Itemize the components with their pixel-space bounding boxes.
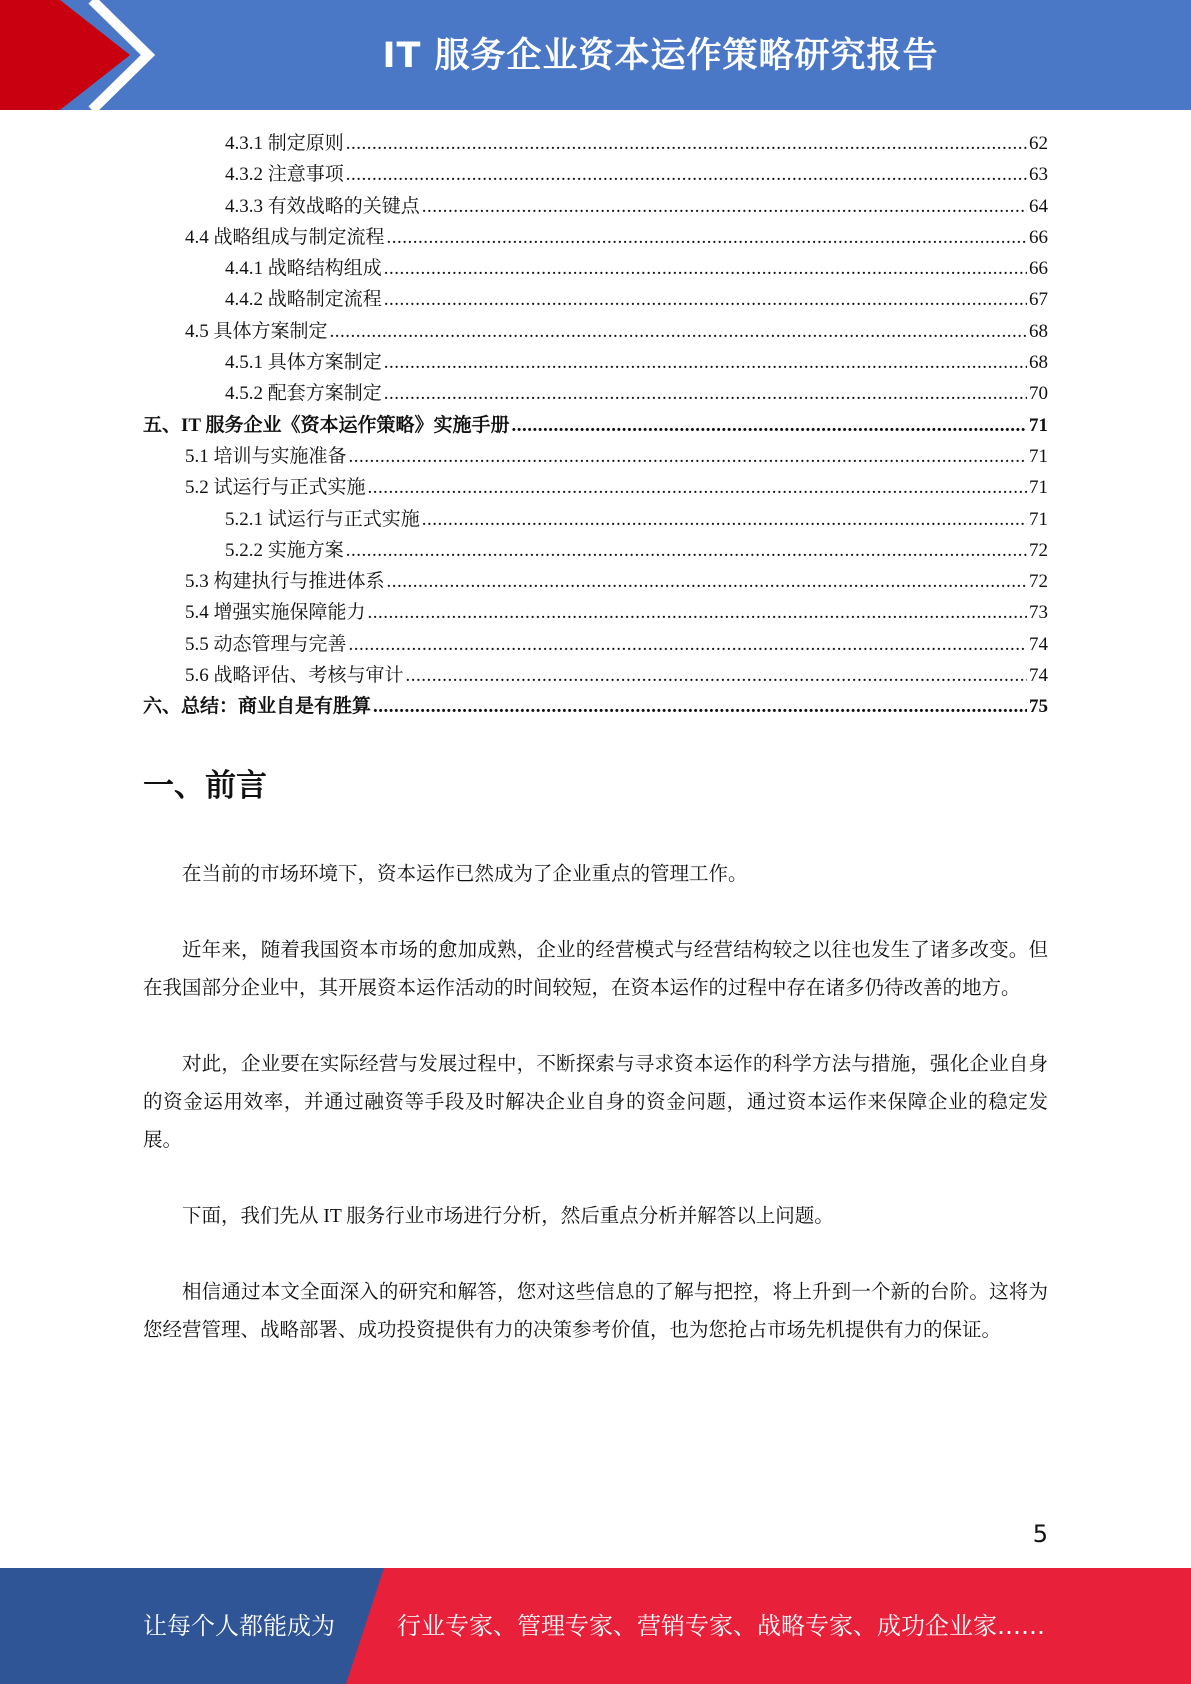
toc-dot-leader (511, 410, 1027, 441)
toc-entry-page: 74 (1029, 633, 1048, 655)
toc-entry-page: 62 (1029, 133, 1048, 154)
toc-entry[interactable] (143, 253, 1048, 284)
toc-entry[interactable] (143, 222, 1048, 253)
toc-dot-leader (368, 472, 1027, 503)
toc-entry[interactable] (143, 629, 1048, 660)
toc-entry-title: 4.3.3 有效战略的关键点 (225, 195, 420, 217)
toc-entry-page: 72 (1029, 571, 1048, 593)
toc-dot-leader (422, 504, 1027, 535)
toc-dot-leader (346, 535, 1027, 566)
toc-entry-title: 5.2.1 试运行与正式实施 (225, 508, 420, 530)
toc-entry-page: 71 (1029, 445, 1048, 467)
header-arrow-graphic (0, 0, 160, 110)
toc-entry[interactable] (143, 504, 1048, 535)
toc-entry-page: 63 (1029, 164, 1048, 186)
toc-entry[interactable] (143, 566, 1048, 597)
toc-dot-leader (349, 629, 1027, 660)
toc-entry-page: 71 (1029, 508, 1048, 530)
toc-dot-leader (384, 284, 1027, 315)
toc-entry[interactable] (143, 284, 1048, 315)
toc-entry-title: 4.3.1 制定原则 (225, 133, 344, 154)
toc-entry-title: 5.6 战略评估、考核与审计 (185, 665, 404, 687)
paragraph: 近年来，随着我国资本市场的愈加成熟，企业的经营模式与经营结构较之以往也发生了诸多改变。但在我国部分企业中，其开展资本运作活动的时间较短，在资本运作的过程中存在诸多仍待改善的地方。 (143, 940, 1048, 999)
toc-entry[interactable] (143, 441, 1048, 472)
toc-entry-title: 六、总结：商业自是有胜算 (143, 696, 372, 718)
toc-entry-page: 71 (1029, 414, 1048, 436)
toc-dot-leader (384, 347, 1027, 378)
toc-entry-title: 5.2.2 实施方案 (225, 539, 344, 561)
toc-entry-title: 5.4 增强实施保障能力 (185, 602, 366, 624)
toc-entry-page: 66 (1029, 258, 1048, 280)
toc-entry-title: 5.2 试运行与正式实施 (185, 477, 366, 499)
toc-entry-title: 4.3.2 注意事项 (225, 164, 344, 186)
toc-dot-leader (387, 566, 1027, 597)
paragraph: 相信通过本文全面深入的研究和解答，您对这些信息的了解与把控，将上升到一个新的台阶。这将为您经营管理、战略部署、成功投资提供有力的决策参考价值，也为您抢占市场先机提供有力的保证。 (143, 1282, 1048, 1341)
toc-entry-title: 4.5.2 配套方案制定 (225, 383, 382, 405)
page-footer (0, 1568, 1191, 1684)
page-number: 5 (1032, 1520, 1048, 1548)
toc-dot-leader (349, 441, 1027, 472)
toc-entry[interactable] (143, 191, 1048, 222)
toc-entry-page: 73 (1029, 602, 1048, 624)
toc-entry-title: 4.5 具体方案制定 (185, 320, 328, 342)
toc-entry-title: 5.1 培训与实施准备 (185, 445, 347, 467)
toc-dot-leader (384, 253, 1027, 284)
toc-entry[interactable] (143, 378, 1048, 409)
table-of-contents (143, 128, 1048, 723)
toc-dot-leader (346, 128, 1027, 159)
toc-entry-title: 4.4.2 战略制定流程 (225, 289, 382, 311)
toc-entry-page: 74 (1029, 665, 1048, 687)
toc-entry[interactable] (143, 691, 1048, 722)
footer-slogan-right: 行业专家、管理专家、营销专家、战略专家、成功企业家…… (397, 1612, 1045, 1640)
toc-entry[interactable] (143, 316, 1048, 347)
page-header (0, 0, 1191, 110)
toc-entry-page: 66 (1029, 226, 1048, 248)
toc-entry-page: 67 (1029, 289, 1048, 311)
toc-dot-leader (406, 660, 1027, 691)
toc-entry-title: 4.4 战略组成与制定流程 (185, 226, 385, 248)
toc-dot-leader (422, 191, 1027, 222)
toc-entry[interactable] (143, 347, 1048, 378)
toc-entry-title: 4.5.1 具体方案制定 (225, 352, 382, 374)
toc-entry-page: 68 (1029, 352, 1048, 374)
toc-entry[interactable] (143, 128, 1048, 159)
paragraph: 在当前的市场环境下，资本运作已然成为了企业重点的管理工作。 (182, 864, 748, 885)
paragraph: 下面，我们先从 IT 服务行业市场进行分析，然后重点分析并解答以上问题。 (182, 1206, 834, 1227)
paragraph: 对此，企业要在实际经营与发展过程中，不断探索与寻求资本运作的科学方法与措施，强化企业自身的资金运用效率，并通过融资等手段及时解决企业自身的资金问题，通过资本运作来保障企业的稳定发展。 (143, 1054, 1048, 1151)
toc-entry-page: 64 (1029, 195, 1048, 217)
toc-entry[interactable] (143, 472, 1048, 503)
toc-dot-leader (384, 378, 1027, 409)
toc-entry[interactable] (143, 410, 1048, 441)
toc-entry-title: 5.5 动态管理与完善 (185, 633, 347, 655)
toc-entry-title: 五、IT 服务企业《资本运作策略》实施手册 (143, 414, 510, 436)
toc-entry-page: 71 (1029, 477, 1048, 499)
toc-entry[interactable] (143, 597, 1048, 628)
toc-entry-title: 5.3 构建执行与推进体系 (185, 571, 385, 593)
toc-dot-leader (373, 691, 1027, 722)
toc-entry-page: 68 (1029, 320, 1048, 342)
toc-entry-page: 70 (1029, 383, 1048, 405)
footer-slogan-left: 让每个人都能成为 (143, 1612, 335, 1640)
toc-entry[interactable] (143, 159, 1048, 190)
toc-dot-leader (387, 222, 1027, 253)
toc-dot-leader (346, 159, 1027, 190)
toc-dot-leader (330, 316, 1027, 347)
toc-entry-page: 72 (1029, 539, 1048, 561)
toc-dot-leader (368, 597, 1027, 628)
section-heading: 一、前言 (143, 768, 267, 804)
toc-entry[interactable] (143, 660, 1048, 691)
section-body (143, 856, 1048, 1388)
report-title: IT 服务企业资本运作策略研究报告 (382, 36, 939, 76)
toc-entry-page: 75 (1029, 696, 1048, 718)
toc-entry-title: 4.4.1 战略结构组成 (225, 258, 382, 280)
toc-entry[interactable] (143, 535, 1048, 566)
